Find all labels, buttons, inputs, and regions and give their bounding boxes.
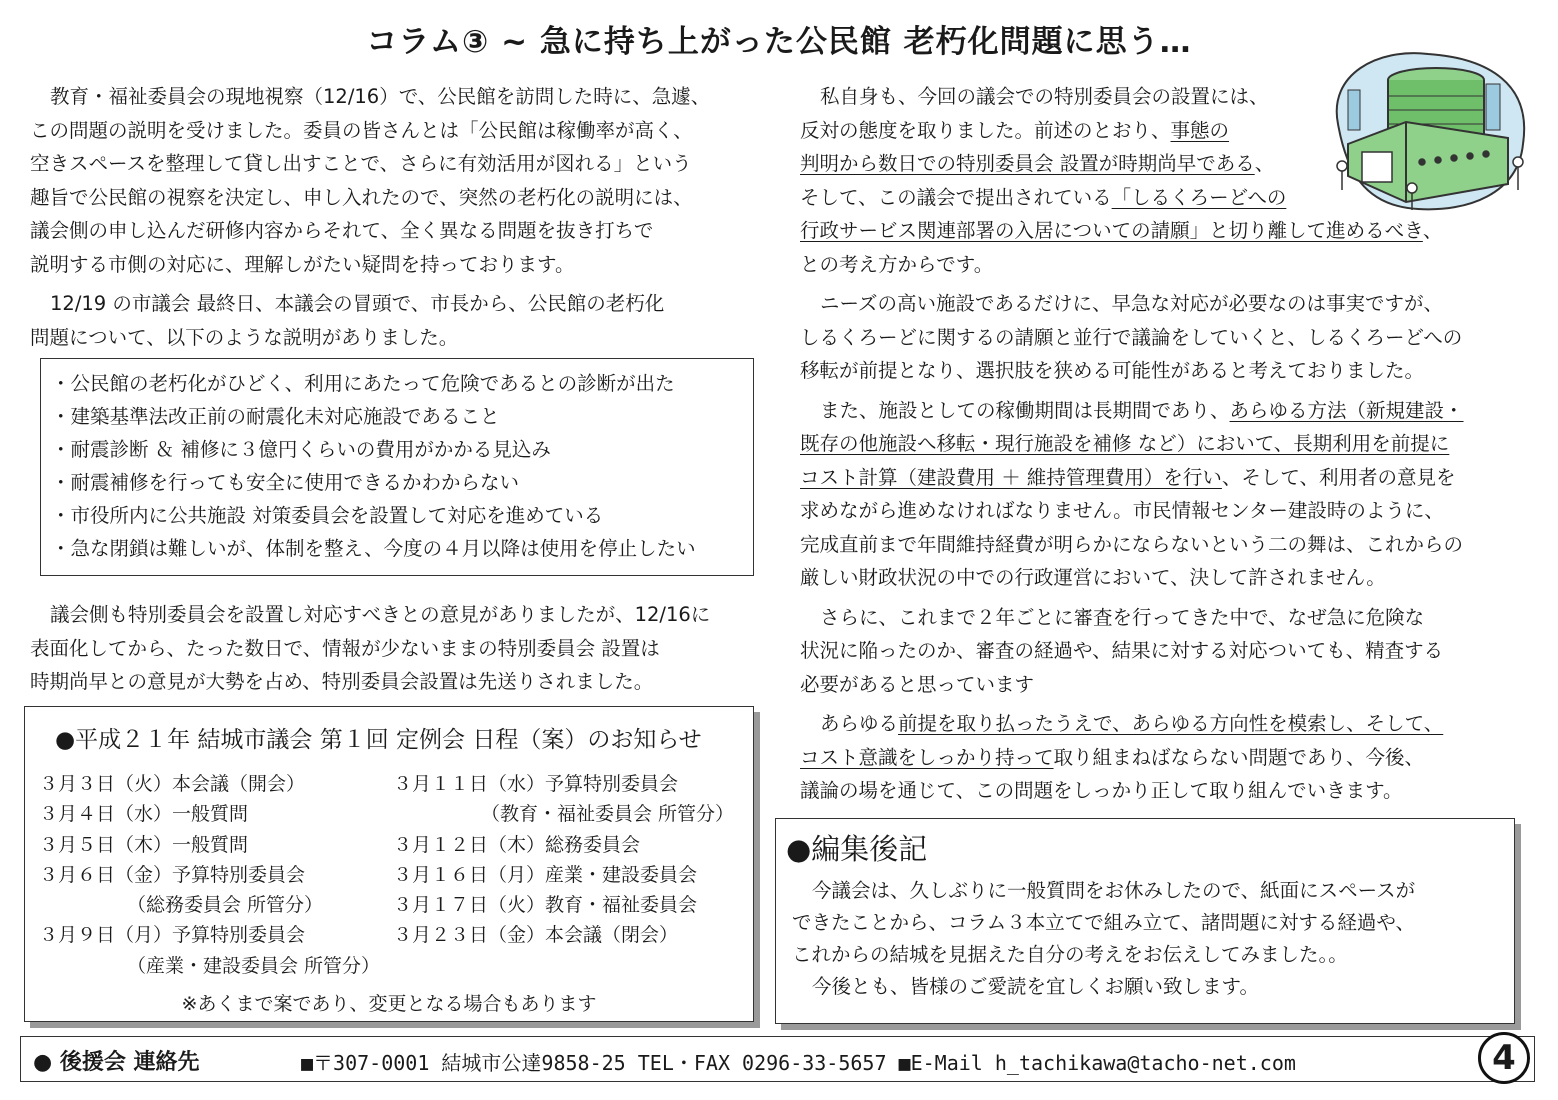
schedule-row: ３月５日（木）一般質問	[39, 833, 249, 856]
text-line: 厳しい財政状況の中での行政運営において、決して許されません。	[800, 566, 1386, 589]
underlined-text: 「しるくろーどへの	[1111, 185, 1287, 209]
underlined-text: コスト計算（建設費用 ＋ 維持管理費用）を行い	[800, 465, 1222, 489]
text-line: との考え方からです。	[800, 252, 994, 276]
left-paragraph-2	[30, 287, 760, 354]
bullet-item: ・公民館の老朽化がひどく、利用にあたって危険であるとの診断が出た	[51, 372, 675, 395]
schedule-row: ３月２３日（金）本会議（閉会）	[393, 924, 679, 947]
footer-contact-info: ■〒307-0001 結城市公達9858-25 TEL・FAX 0296-33-5657 ■E-Mail h_tachikawa@tacho-net.com	[301, 1051, 1296, 1075]
schedule-row: （産業・建設委員会 所管分）	[127, 954, 381, 977]
schedule-title: ●平成２１年 結城市議会 第１回 定例会 日程（案）のお知らせ	[55, 727, 702, 753]
right-paragraph-1	[800, 80, 1520, 281]
page-title: コラム③ ~ 急に持ち上がった公民館 老朽化問題に思う…	[366, 24, 1192, 60]
footer-label: ● 後援会 連絡先	[33, 1050, 200, 1075]
text-line: 問題について、以下のような説明がありました。	[30, 325, 459, 349]
text-line: 判明から数日での特別委員会 設置が時期尚早である、	[800, 152, 1275, 175]
bullet-item: ・市役所内に公共施設 対策委員会を設置して対応を進めている	[51, 504, 604, 527]
underlined-text: 行政サービス関連部署の入居についての請願」と切り離して進めるべき	[800, 219, 1423, 242]
text-line: 12/19 の市議会 最終日、本議会の冒頭で、市長から、公民館の老朽化	[50, 292, 665, 315]
schedule-row: （教育・福祉委員会 所管分）	[481, 803, 735, 826]
text-line: また、施設としての稼働期間は長期間であり、あらゆる方法（新規建設・	[820, 398, 1464, 422]
text-line: 時期尚早との意見が大勢を占め、特別委員会設置は先送りされました。	[30, 670, 654, 693]
text-line: 空きスペースを整理して貸し出すことで、さらに有効活用が図れる」という	[30, 152, 692, 175]
schedule-left-column	[39, 769, 380, 981]
text-line: しるくろーどに関するの請願と並行で議論をしていくと、しるくろーどへの	[800, 325, 1463, 349]
text-line: 私自身も、今回の議会での特別委員会の設置には、	[820, 85, 1269, 108]
text-line: 行政サービス関連部署の入居についての請願」と切り離して進めるべき、	[800, 219, 1443, 242]
schedule-row: ３月３日（火）本会議（開会）	[39, 773, 306, 795]
text-line: できたことから、コラム３本立てで組み立て、諸問題に対する経過や、	[792, 911, 1416, 934]
text-line: この問題の説明を受けました。委員の皆さんとは「公民館は稼働率が高く、	[30, 118, 693, 142]
left-column	[30, 80, 760, 360]
text-line: 教育・福祉委員会の現地視察（12/16）で、公民館を訪問した時に、急遽、	[50, 85, 711, 108]
text-line: 移転が前提となり、選択肢を狭める可能性があると考えておりました。	[800, 359, 1425, 382]
text-line: 趣旨で公民館の視察を決定し、申し入れたので、突然の老朽化の説明には、	[30, 185, 693, 209]
text-line: 今議会は、久しぶりに一般質問をお休みしたので、紙面にスペースが	[812, 879, 1416, 902]
text-line: 状況に陥ったのか、審査の経過や、結果に対する対応ついても、精査する	[800, 639, 1444, 662]
right-paragraph-5	[800, 707, 1520, 808]
text-line	[800, 427, 1520, 461]
text-line: 表面化してから、たった数日で、情報が少ないままの特別委員会 設置は	[30, 636, 660, 660]
text-line: あらゆる前提を取り払ったうえで、あらゆる方向性を模索し、そして、	[820, 712, 1444, 735]
right-column	[800, 80, 1520, 814]
schedule-row: ３月１６日（月）産業・建設委員会	[393, 863, 698, 886]
schedule-row: ３月１１日（水）予算特別委員会	[393, 773, 679, 795]
editorial-title: ●編集後記	[786, 832, 928, 866]
schedule-right-column	[393, 769, 734, 951]
bullet-item: ・建築基準法改正前の耐震化未対応施設であること	[51, 405, 500, 428]
text-line: 反対の態度を取りました。前述のとおり、事態の	[800, 118, 1230, 142]
explanation-bullet-box	[40, 358, 754, 576]
schedule-note: ※あくまで案であり、変更となる場合もあります	[181, 993, 597, 1015]
text-line: コスト計算（建設費用 ＋ 維持管理費用）を行い、そして、利用者の意見を	[800, 465, 1456, 489]
left-paragraph-3	[30, 598, 760, 699]
editorial-body	[792, 875, 1502, 1003]
right-paragraph-2	[800, 287, 1520, 388]
schedule-row: ３月６日（金）予算特別委員会	[39, 863, 306, 886]
bullet-item: ・急な閉鎖は難しいが、体制を整え、今度の４月以降は使用を停止したい	[51, 537, 696, 560]
underlined-text: 判明から数日での特別委員会 設置が時期尚早である	[800, 152, 1255, 175]
schedule-row: ３月４日（水）一般質問	[39, 803, 249, 826]
underlined-text: 前提を取り払ったうえで、あらゆる方向性を模索し、そして、	[898, 712, 1444, 735]
text-line: 今後とも、皆様のご愛読を宜しくお願い致します。	[812, 975, 1259, 998]
schedule-row: ３月１７日（火）教育・福祉委員会	[393, 894, 698, 917]
schedule-box	[24, 706, 754, 1022]
schedule-row: ３月９日（月）予算特別委員会	[39, 924, 306, 947]
text-line: これからの結城を見据えた自分の考えをお伝えしてみました。。	[792, 943, 1348, 966]
schedule-row: ３月１２日（木）総務委員会	[393, 833, 641, 856]
page-number: 4	[1478, 1032, 1530, 1084]
text-line: 議会側の申し込んだ研修内容からそれて、全く異なる問題を抜き打ちで	[30, 219, 654, 242]
text-line: 議論の場を通じて、この問題をしっかり正して取り組んでいきます。	[800, 779, 1403, 802]
left-paragraph-1	[30, 80, 760, 281]
text-line: 必要があると思っています	[800, 672, 1035, 696]
underlined-text: 事態の	[1170, 118, 1230, 142]
footer-contact-bar	[20, 1036, 1535, 1082]
bullet-item: ・耐震補修を行っても安全に使用できるかわからない	[51, 471, 520, 494]
text-line: ニーズの高い施設であるだけに、早急な対応が必要なのは事実ですが、	[820, 292, 1444, 315]
text-line: 説明する市側の対応に、理解しがたい疑問を持っております。	[30, 252, 575, 276]
text-line: コスト意識をしっかり持って取り組まねばならない問題であり、今後、	[800, 745, 1425, 769]
right-paragraph-4	[800, 601, 1520, 702]
text-line: さらに、これまで２年ごとに審査を行ってきた中で、なぜ急に危険な	[820, 605, 1425, 629]
text-line: 完成直前まで年間維持経費が明らかにならないという二の舞は、これからの	[800, 532, 1464, 556]
right-paragraph-3	[800, 394, 1520, 595]
editorial-box	[775, 818, 1515, 1024]
underlined-text: あらゆる方法（新規建設・	[1229, 398, 1464, 422]
text-line: 求めながら進めなければなりません。市民情報センター建設時のように、	[800, 499, 1444, 522]
underlined-text: コスト意識をしっかり持って	[800, 745, 1054, 769]
text-line: 議会側も特別委員会を設置し対応すべきとの意見がありましたが、12/16に	[50, 603, 711, 626]
schedule-row: （総務委員会 所管分）	[127, 894, 324, 917]
text-line: そして、この議会で提出されている「しるくろーどへの	[800, 185, 1287, 209]
bullet-item: ・耐震診断 ＆ 補修に３億円くらいの費用がかかる見込み	[51, 438, 551, 461]
underlined-text: 既存の他施設へ移転・現行施設を補修 など）において、長期利用を前提に	[800, 432, 1450, 455]
